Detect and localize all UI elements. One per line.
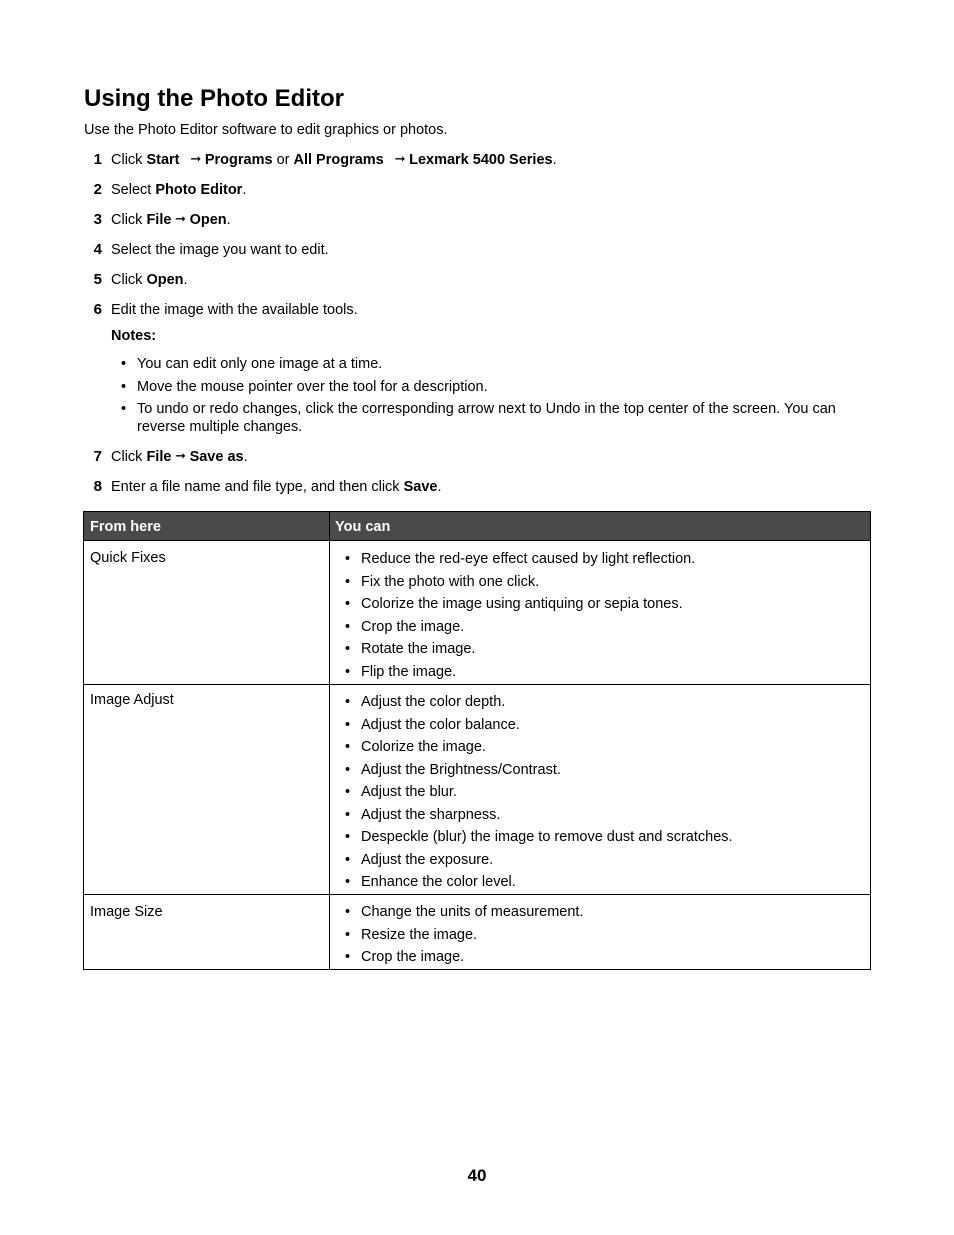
step-ui-term: Programs (204, 152, 273, 168)
row-label-quick-fixes: Quick Fixes (90, 550, 166, 566)
quick-fixes-list (345, 550, 695, 685)
table-header (84, 512, 870, 541)
list-item (345, 550, 695, 573)
list-item (345, 716, 733, 739)
step-fragment: Select (111, 182, 156, 198)
step-ui-term: Start (146, 152, 180, 168)
list-item (345, 828, 733, 851)
bullet-icon: • (345, 694, 351, 710)
list-item-text: Despeckle (blur) the image to remove dust and scratches. (361, 829, 733, 845)
list-item (345, 873, 733, 896)
step-ui-term: Lexmark 5400 Series (409, 152, 553, 168)
step-text (111, 150, 557, 170)
step-ui-term: Save as (189, 449, 244, 465)
tools-table (83, 511, 871, 970)
step-number: 6 (93, 301, 102, 318)
list-item (345, 573, 695, 596)
bullet-icon: • (345, 551, 351, 567)
list-item-text: Flip the image. (361, 663, 457, 680)
image-size-list (345, 903, 583, 971)
step-fragment: Edit the image with the available tools. (111, 302, 358, 318)
bullet-icon: • (345, 596, 351, 612)
step-fragment: . (226, 212, 231, 228)
step-number: 7 (93, 448, 102, 465)
bullet-icon: • (345, 739, 351, 755)
list-item-text: Enhance the color level. (361, 874, 516, 890)
step-ui-term: File (146, 212, 172, 228)
bullet-icon: • (121, 379, 127, 395)
step-fragment: . (183, 272, 188, 288)
list-item (345, 903, 583, 926)
step-ui-term: Save (403, 479, 438, 495)
step-ui-term: Open (146, 272, 184, 288)
bullet-icon: • (345, 904, 351, 920)
bullet-icon: • (345, 949, 351, 965)
list-item (345, 618, 695, 641)
note-item (121, 355, 861, 373)
bullet-icon: • (345, 874, 351, 890)
list-item (345, 640, 695, 663)
bullet-icon: • (345, 573, 351, 590)
bullet-icon: • (345, 851, 351, 868)
list-item (345, 806, 733, 829)
note-text: Move the mouse pointer over the tool for a description. (137, 379, 488, 395)
bullet-icon: • (345, 784, 351, 800)
bullet-icon: • (345, 761, 351, 778)
note-item (121, 400, 861, 436)
bullet-icon: • (345, 716, 351, 733)
step-ui-term: Open (189, 212, 227, 228)
step-number: 5 (93, 271, 102, 288)
list-item (345, 663, 695, 686)
step-fragment: Click (111, 212, 147, 228)
list-item-text: Fix the photo with one click. (361, 573, 540, 590)
page-number: 40 (467, 1166, 487, 1185)
column-divider (329, 512, 330, 969)
step-ui-term: All Programs (293, 152, 384, 168)
step-fragment: Click (111, 272, 147, 288)
bullet-icon: • (121, 356, 127, 372)
arrow-right-icon: ➞ (171, 211, 190, 226)
bullet-icon: • (345, 806, 351, 823)
list-item-text: Reduce the red-eye effect caused by light reflection. (361, 551, 696, 567)
list-item-text: Adjust the Brightness/Contrast. (361, 761, 561, 778)
step-fragment: . (437, 479, 442, 495)
arrow-right-icon: ➞ (383, 151, 410, 166)
step-ui-term: File (146, 449, 172, 465)
step-fragment: Click (111, 449, 147, 465)
list-item (345, 738, 733, 761)
list-item-text: Crop the image. (361, 618, 465, 635)
row-label-image-adjust: Image Adjust (90, 692, 174, 708)
list-item-text: Resize the image. (361, 926, 478, 943)
step-text (111, 300, 358, 320)
list-item-text: Colorize the image. (361, 739, 486, 755)
intro-text: Use the Photo Editor software to edit graphics or photos. (84, 122, 448, 138)
list-item (345, 926, 583, 949)
step-text (111, 447, 248, 467)
bullet-icon: • (345, 926, 351, 943)
list-item-text: Adjust the color balance. (361, 716, 520, 733)
list-item (345, 761, 733, 784)
note-item (121, 378, 861, 396)
header-from-here: From here (90, 519, 161, 535)
bullet-icon: • (345, 618, 351, 635)
step-fragment: . (242, 182, 247, 198)
bullet-icon: • (345, 641, 351, 657)
step-number: 2 (93, 181, 102, 198)
step-text (111, 270, 188, 290)
note-text: To undo or redo changes, click the corresponding arrow next to Undo in the top center of the screen. You can reverse multiple changes. (137, 401, 836, 435)
list-item-text: Adjust the blur. (361, 784, 457, 800)
list-item-text: Adjust the exposure. (361, 851, 494, 868)
step-fragment: Enter a file name and file type, and then click (111, 479, 404, 495)
arrow-right-icon: ➞ (179, 151, 205, 166)
notes-label: Notes: (111, 328, 157, 344)
arrow-right-icon: ➞ (171, 448, 190, 463)
bullet-icon: • (121, 401, 127, 417)
list-item-text: Crop the image. (361, 949, 465, 965)
step-number: 8 (93, 478, 102, 495)
step-fragment: or (272, 152, 294, 168)
step-fragment: . (552, 152, 557, 168)
list-item-text: Change the units of measurement. (361, 904, 584, 920)
step-fragment: Click (111, 152, 147, 168)
note-text: You can edit only one image at a time. (137, 356, 383, 372)
header-you-can: You can (335, 519, 391, 535)
step-number: 1 (93, 151, 102, 168)
step-fragment: Select the image you want to edit. (111, 242, 329, 258)
step-fragment: . (243, 449, 248, 465)
step-text (111, 240, 329, 260)
list-item (345, 948, 583, 971)
list-item (345, 693, 733, 716)
step-number: 4 (93, 241, 102, 258)
list-item (345, 595, 695, 618)
step-text (111, 180, 246, 200)
list-item-text: Adjust the color depth. (361, 694, 506, 710)
image-adjust-list (345, 693, 733, 896)
step-text (111, 210, 231, 230)
row-label-image-size: Image Size (90, 904, 163, 920)
step-number: 3 (93, 211, 102, 228)
list-item (345, 783, 733, 806)
step-text (111, 477, 442, 497)
list-item-text: Colorize the image using antiquing or sepia tones. (361, 596, 683, 612)
bullet-icon: • (345, 829, 351, 845)
list-item-text: Adjust the sharpness. (361, 806, 501, 823)
page-title: Using the Photo Editor (84, 85, 344, 112)
list-item-text: Rotate the image. (361, 641, 476, 657)
step-ui-term: Photo Editor (155, 182, 243, 198)
list-item (345, 851, 733, 874)
bullet-icon: • (345, 663, 351, 680)
